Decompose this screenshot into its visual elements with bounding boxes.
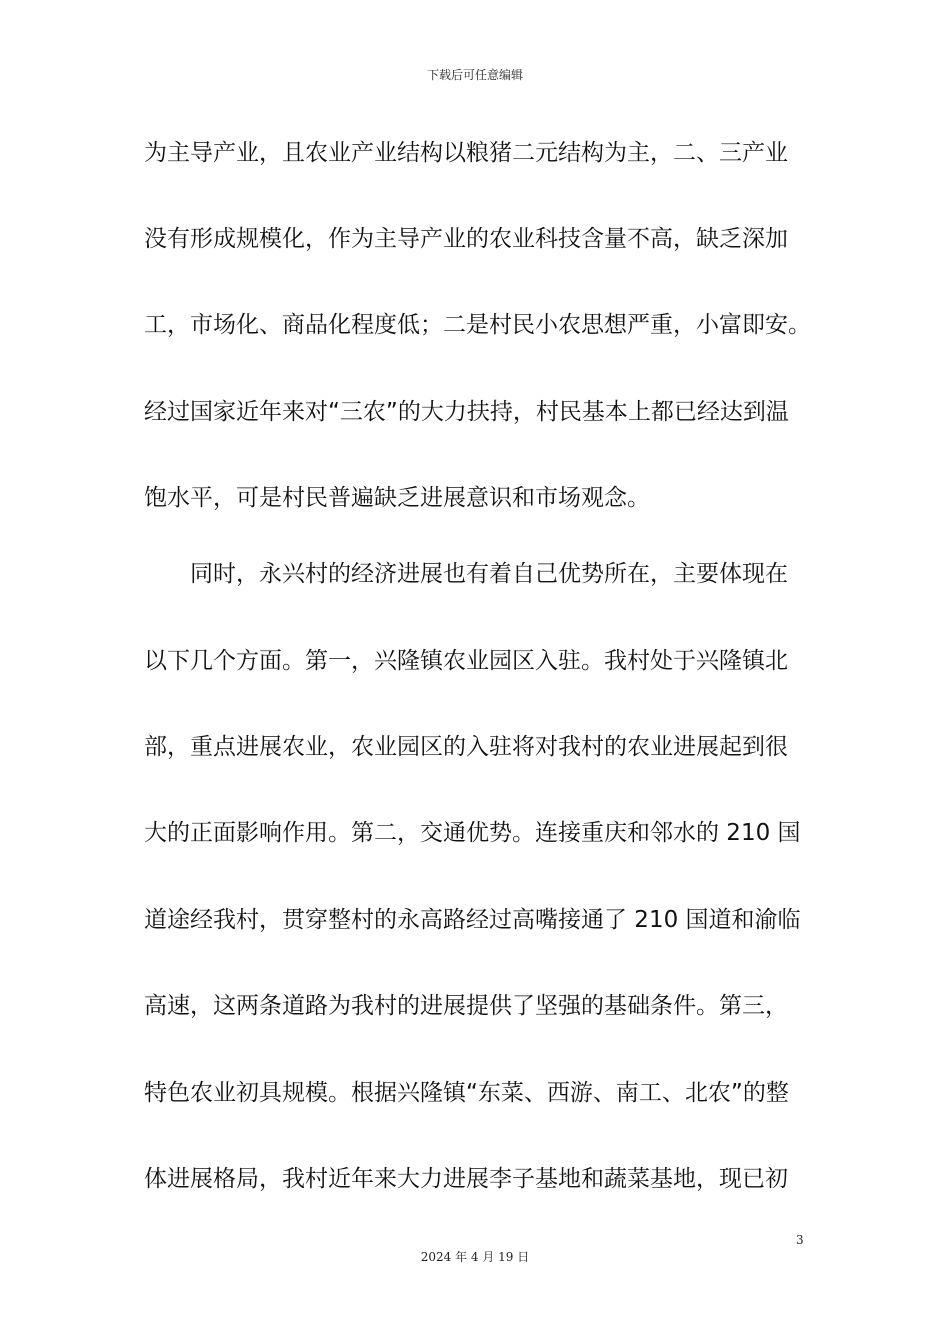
body-line: 体进展格局，我村近年来大力进展李子基地和蔬菜基地，现已初: [144, 1166, 788, 1192]
body-line: 以下几个方面。第一，兴隆镇农业园区入驻。我村处于兴隆镇北: [144, 648, 788, 674]
body-line: 特色农业初具规模。根据兴隆镇“东菜、西游、南工、北农”的整: [144, 1080, 789, 1106]
body-line: 高速，这两条道路为我村的进展提供了坚强的基础条件。第三，: [144, 993, 788, 1019]
body-line: 工，市场化、商品化程度低；二是村民小农思想严重，小富即安。: [144, 312, 811, 338]
body-line: 同时，永兴村的经济进展也有着自己优势所在，主要体现在: [190, 561, 788, 587]
body-line: 没有形成规模化，作为主导产业的农业科技含量不高，缺乏深加: [144, 226, 788, 252]
body-line: 部，重点进展农业，农业园区的入驻将对我村的农业进展起到很: [144, 734, 788, 760]
body-line: 经过国家近年来对“三农”的大力扶持，村民基本上都已经达到温: [144, 399, 789, 425]
page-footer-date: 2024 年 4 月 19 日: [420, 1250, 530, 1264]
body-line: 大的正面影响作用。第二，交通优势。连接重庆和邻水的 210 国: [144, 820, 801, 846]
page-header: 下载后可任意编辑: [426, 68, 523, 82]
body-line: 为主导产业，且农业产业结构以粮猪二元结构为主，二、三产业: [144, 140, 788, 166]
page-number: 3: [796, 1233, 804, 1247]
body-line: 道途经我村，贯穿整村的永高路经过高嘴接通了 210 国道和渝临: [144, 907, 801, 933]
body-line: 饱水平，可是村民普遍缺乏进展意识和市场观念。: [144, 485, 650, 511]
